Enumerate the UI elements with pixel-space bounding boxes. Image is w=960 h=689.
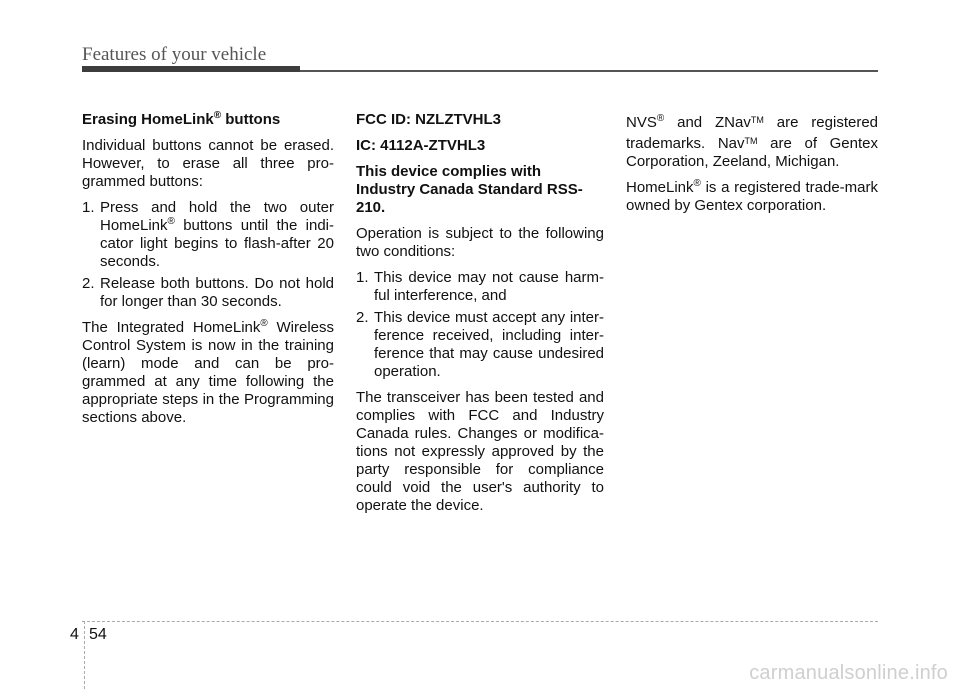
column-trademarks <box>626 111 878 223</box>
header-rule <box>300 70 878 72</box>
registered-mark: ® <box>693 178 701 189</box>
erasing-intro: Individual buttons cannot be erased. However, to erase all three pro-grammed buttons: <box>82 137 334 190</box>
transceiver-paragraph: The transceiver has been tested and complies with FCC and Industry Canada rules. Changes or modifica-tions not expressly approved by the party responsible for compliance could void the user's authority to operate the device. <box>356 389 604 514</box>
erasing-steps <box>82 199 334 311</box>
trademark-mark: TM <box>744 136 758 146</box>
registered-mark: ® <box>260 318 268 329</box>
page-header-title: Features of your vehicle <box>82 44 267 65</box>
section-heading-erasing: Erasing HomeLink® buttons <box>82 110 281 128</box>
operation-conditions: Operation is subject to the following two conditions: <box>356 225 604 260</box>
list-item: 2. Release both buttons. Do not hold for longer than 30 seconds. <box>82 275 334 310</box>
registered-mark: ® <box>656 113 665 124</box>
trademark-paragraph: NVS® and ZNav™ are registered trademarks. Nav™ are of Gentex Corporation, Zeeland, Michigan. <box>626 113 879 170</box>
footer-rule <box>82 621 878 622</box>
list-item: 1. This device may not cause harm-ful interference, and <box>356 269 604 304</box>
registered-mark: ® <box>213 110 222 121</box>
column-erasing-homelink <box>82 111 334 435</box>
page-number: 54 <box>89 626 107 643</box>
rss-compliance: This device complies with Industry Canada Standard RSS-210. <box>356 163 583 216</box>
homelink-trademark-paragraph: HomeLink® is a registered trade-mark owned by Gentex corporation. <box>626 178 878 214</box>
trademark-mark: TM <box>750 115 764 125</box>
footer-divider <box>84 621 85 689</box>
fcc-id: FCC ID: NZLZTVHL3 <box>356 111 501 128</box>
ic-id: IC: 4112A-ZTVHL3 <box>356 137 486 154</box>
training-mode-paragraph: The Integrated HomeLink® Wireless Control System is now in the training (learn) mode and can be pro-grammed at any time following the appropriate steps in the Programming sections above. <box>82 318 334 426</box>
watermark: carmanualsonline.info <box>749 662 948 684</box>
list-item: 1. Press and hold the two outer HomeLink® buttons until the indi-cator light begins to flash-after 20 seconds. <box>82 199 334 270</box>
column-fcc <box>356 111 604 523</box>
section-number: 4 <box>70 626 79 643</box>
condition-list <box>356 269 604 381</box>
header-bar <box>82 66 300 72</box>
list-item: 2. This device must accept any inter-ference received, including inter-ference that may cause undesired operation. <box>356 309 604 380</box>
registered-mark: ® <box>167 216 175 227</box>
